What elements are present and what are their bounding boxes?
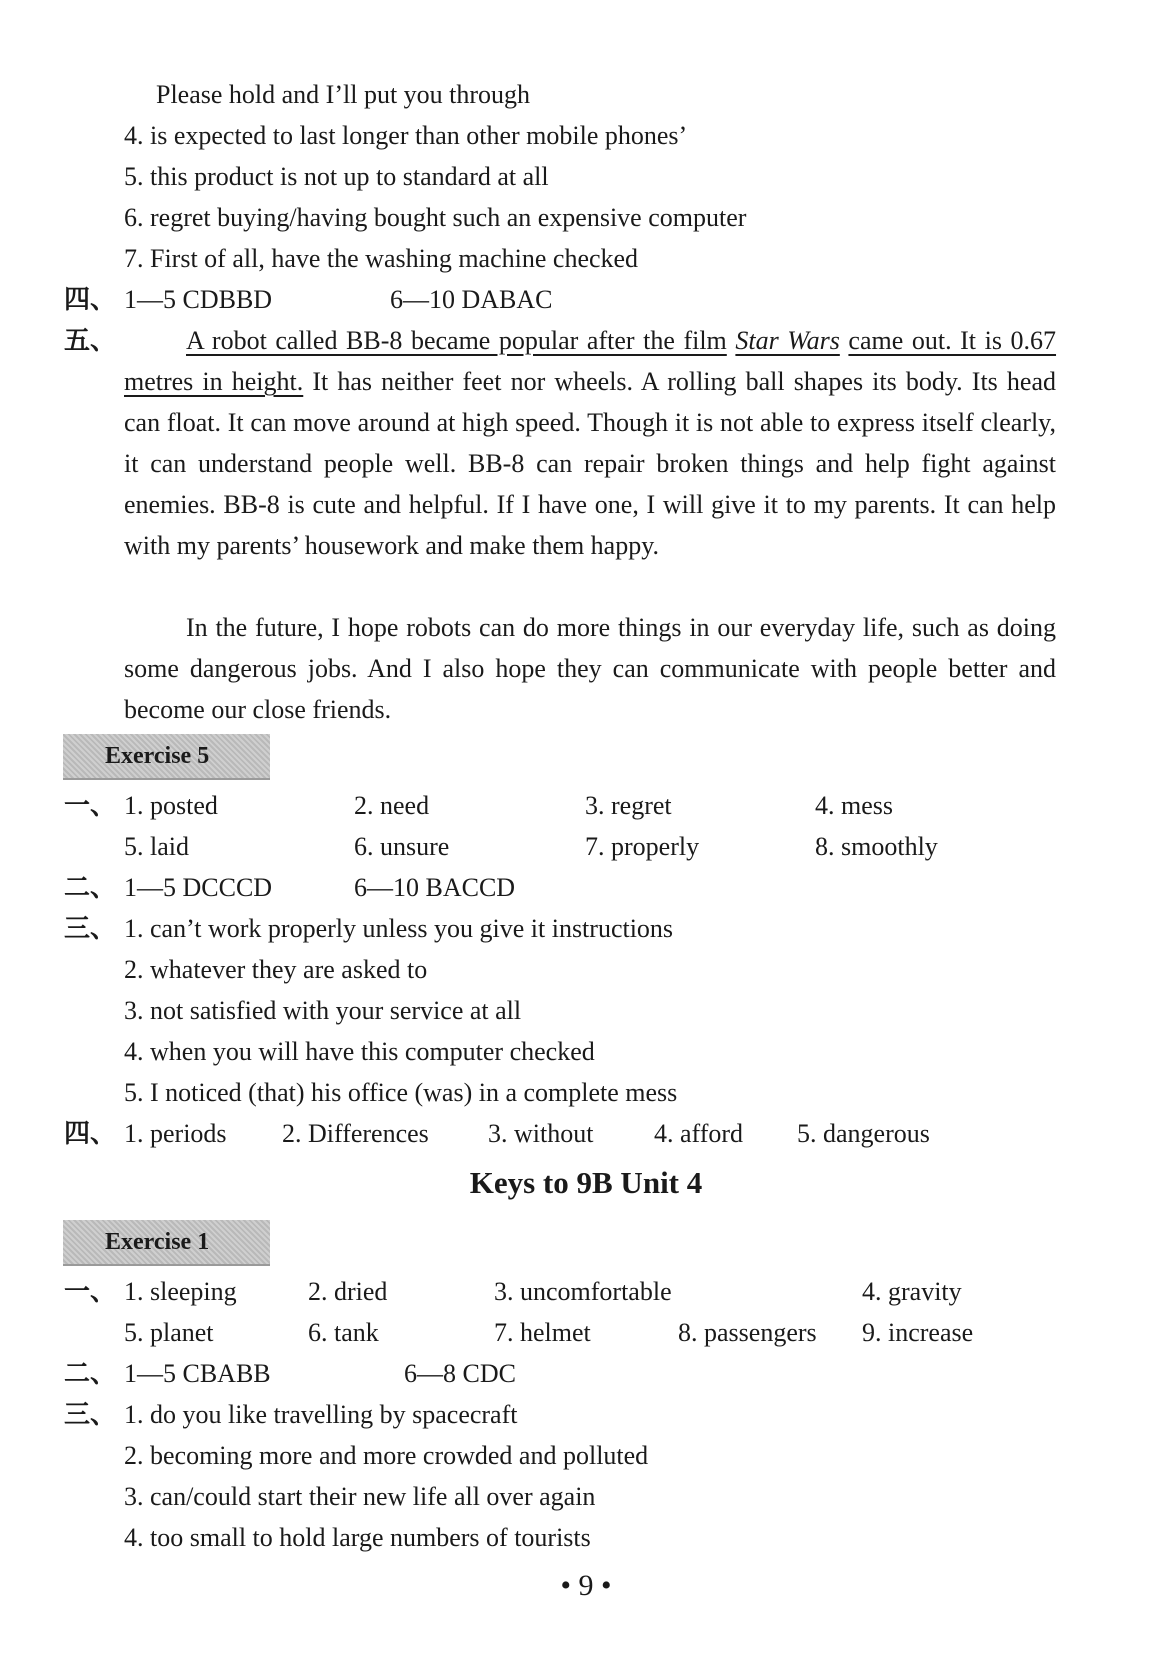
answer-line: 5. this product is not up to standard at all xyxy=(124,162,549,191)
answer-line: 5. I noticed (that) his office (was) in a complete mess xyxy=(124,1078,678,1107)
answer-item: 3. without xyxy=(488,1119,594,1148)
film-title: Star Wars xyxy=(735,326,840,355)
answer-line: 4. when you will have this computer checked xyxy=(124,1037,595,1066)
answer-item: 7. helmet xyxy=(494,1318,591,1347)
answer-item: 8. passengers xyxy=(678,1318,817,1347)
section-marker: 三、 xyxy=(64,914,117,944)
answer-item: 7. properly xyxy=(585,832,700,861)
answer-item: 3. regret xyxy=(585,791,672,820)
answer-line: 1. do you like travelling by spacecraft xyxy=(124,1400,518,1429)
answer-item: 1. periods xyxy=(124,1119,227,1148)
answer-group: 6—8 CDC xyxy=(404,1359,516,1388)
section-marker: 四、 xyxy=(64,1119,117,1149)
answer-group: 6—10 BACCD xyxy=(354,873,516,902)
answer-line: 4. is expected to last longer than other mobile phones’ xyxy=(124,121,688,150)
answer-group: 1—5 DCCCD xyxy=(124,873,273,902)
page-number: • 9 • xyxy=(560,1569,612,1602)
paragraph-text: It has neither feet nor wheels. A rolling ball shapes its body. Its head can float. It can move around at high speed. Though it is not able to express itself clearly, it can understand people well. BB-8 can repair broken things and help fight against enemies. BB-8 is cute and helpful. If I have one, I will give it to my parents. It can help with my parents’ housework and make them happy. xyxy=(124,367,1057,560)
answer-line: 7. First of all, have the washing machine checked xyxy=(124,244,639,273)
answer-line: Please hold and I’ll put you through xyxy=(156,80,531,109)
composition-paragraph-2: In the future, I hope robots can do more things in our everyday life, such as doing some dangerous jobs. And I also hope they can communicate with people better and become our close friends. xyxy=(124,613,1056,724)
answer-group: 6—10 DABAC xyxy=(390,285,553,314)
answer-line: 1. can’t work properly unless you give it instructions xyxy=(124,914,674,943)
answer-group: 1—5 CDBBD xyxy=(124,285,273,314)
answer-line: 2. becoming more and more crowded and polluted xyxy=(124,1441,649,1470)
answer-item: 5. dangerous xyxy=(797,1119,930,1148)
underlined-text: A robot called BB-8 became popular after the film xyxy=(186,326,727,355)
section-marker: 一、 xyxy=(64,1277,117,1307)
answer-item: 5. planet xyxy=(124,1318,214,1347)
answer-item: 8. smoothly xyxy=(815,832,938,861)
section-marker: 二、 xyxy=(64,1359,117,1389)
answer-line: 2. whatever they are asked to xyxy=(124,955,428,984)
answer-group: 1—5 CBABB xyxy=(124,1359,271,1388)
answer-line: 6. regret buying/having bought such an expensive computer xyxy=(124,203,747,232)
answer-item: 6. unsure xyxy=(354,832,450,861)
answer-item: 1. posted xyxy=(124,791,218,820)
answer-line: 3. not satisfied with your service at all xyxy=(124,996,522,1025)
answer-line: 3. can/could start their new life all over again xyxy=(124,1482,596,1511)
section-marker: 一、 xyxy=(64,791,117,821)
section-marker: 四、 xyxy=(64,285,117,315)
section-title: Keys to 9B Unit 4 xyxy=(469,1165,703,1200)
answer-item: 4. afford xyxy=(654,1119,744,1148)
section-marker: 二、 xyxy=(64,873,117,903)
section-marker: 三、 xyxy=(64,1400,117,1430)
answer-item: 5. laid xyxy=(124,832,189,861)
answer-item: 2. dried xyxy=(308,1277,388,1306)
section-marker: 五、 xyxy=(64,326,117,356)
answer-item: 4. gravity xyxy=(862,1277,962,1306)
composition-paragraph-1 xyxy=(124,320,1056,566)
answer-item: 6. tank xyxy=(308,1318,379,1347)
exercise-banner: Exercise 5 xyxy=(63,734,270,780)
answer-item: 9. increase xyxy=(862,1318,974,1347)
answer-item: 2. Differences xyxy=(282,1119,429,1148)
exercise-banner: Exercise 1 xyxy=(63,1220,270,1266)
answer-item: 1. sleeping xyxy=(124,1277,237,1306)
answer-item: 2. need xyxy=(354,791,430,820)
underlined-text: came out. It is 0.67 metres in height. xyxy=(124,326,1057,396)
answer-item: 4. mess xyxy=(815,791,893,820)
answer-item: 3. uncomfortable xyxy=(494,1277,672,1306)
answer-line: 4. too small to hold large numbers of tourists xyxy=(124,1523,591,1552)
